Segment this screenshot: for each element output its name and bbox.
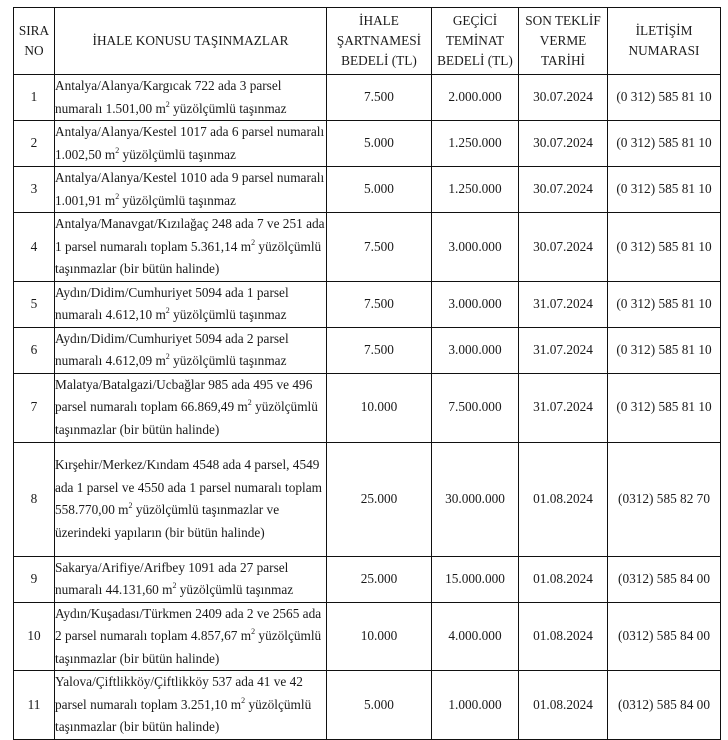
description-text: Antalya/Alanya/Kargıcak 722 ada 3 parsel numaralı 1.501,00 m — [55, 78, 282, 116]
table-row — [14, 442, 721, 556]
specification-fee: 7.500 — [327, 281, 432, 327]
description-text: Aydın/Didim/Cumhuriyet 5094 ada 2 parsel numaralı 4.612,09 m — [55, 330, 289, 368]
contact-number: (0 312) 585 81 10 — [608, 281, 721, 327]
header-row — [14, 8, 721, 75]
bid-deadline: 31.07.2024 — [519, 281, 608, 327]
row-number: 3 — [14, 167, 55, 213]
property-description — [55, 602, 327, 671]
contact-number: (0 312) 585 81 10 — [608, 213, 721, 282]
property-description — [55, 167, 327, 213]
header-iletisim-line2: NUMARASI — [628, 43, 700, 58]
property-description — [55, 556, 327, 602]
provisional-guarantee: 30.000.000 — [432, 442, 519, 556]
description-text: Aydın/Kuşadası/Türkmen 2409 ada 2 ve 2565 ada 2 parsel numaralı toplam 4.857,67 m — [55, 605, 322, 643]
bid-deadline: 30.07.2024 — [519, 75, 608, 121]
contact-number: (0 312) 585 81 10 — [608, 373, 721, 442]
bid-deadline: 31.07.2024 — [519, 327, 608, 373]
table-header — [14, 8, 721, 75]
superscript: 2 — [165, 352, 170, 361]
provisional-guarantee: 1.250.000 — [432, 121, 519, 167]
bid-deadline: 30.07.2024 — [519, 213, 608, 282]
specification-fee: 10.000 — [327, 602, 432, 671]
row-number: 7 — [14, 373, 55, 442]
property-description — [55, 671, 327, 740]
specification-fee: 7.500 — [327, 327, 432, 373]
header-teminat-line3: BEDELİ (TL) — [437, 53, 513, 68]
description-text: Antalya/Alanya/Kestel 1017 ada 6 parsel numaralı 1.002,50 m — [55, 124, 325, 162]
header-iletisim-line1: İLETİŞİM — [635, 23, 693, 38]
specification-fee: 5.000 — [327, 671, 432, 740]
header-konu — [55, 8, 327, 75]
superscript: 2 — [172, 581, 177, 590]
tender-table — [13, 7, 721, 740]
description-text-end: yüzölçümlü taşınmazlar (bir bütün halinde) — [55, 628, 322, 666]
description-text: Sakarya/Arifiye/Arifbey 1091 ada 27 parsel numaralı 44.131,60 m — [55, 559, 289, 597]
contact-number: (0 312) 585 81 10 — [608, 167, 721, 213]
table-row — [14, 556, 721, 602]
row-number: 10 — [14, 602, 55, 671]
contact-number: (0312) 585 84 00 — [608, 602, 721, 671]
superscript: 2 — [165, 306, 170, 315]
table-body — [14, 75, 721, 740]
description-text-end: yüzölçümlü taşınmazlar ve üzerindeki yapıların (bir bütün halinde) — [55, 502, 280, 540]
header-teminat-line2: TEMİNAT — [445, 33, 505, 48]
specification-fee: 7.500 — [327, 213, 432, 282]
row-number: 6 — [14, 327, 55, 373]
provisional-guarantee: 15.000.000 — [432, 556, 519, 602]
table-row — [14, 167, 721, 213]
row-number: 5 — [14, 281, 55, 327]
header-son-teklif-tarihi — [519, 8, 608, 75]
header-teminat-line1: GEÇİCİ — [452, 13, 498, 28]
contact-number: (0 312) 585 81 10 — [608, 75, 721, 121]
description-text-end: yüzölçümlü taşınmaz — [169, 100, 287, 116]
superscript: 2 — [128, 501, 133, 510]
header-teminat-bedeli — [432, 8, 519, 75]
superscript: 2 — [165, 99, 170, 109]
bid-deadline: 01.08.2024 — [519, 556, 608, 602]
table-row — [14, 75, 721, 121]
property-description — [55, 442, 327, 556]
property-description — [55, 121, 327, 167]
contact-number: (0312) 585 82 70 — [608, 442, 721, 556]
property-description — [55, 373, 327, 442]
property-description — [55, 327, 327, 373]
bid-deadline: 30.07.2024 — [519, 167, 608, 213]
superscript: 2 — [247, 398, 252, 408]
property-description — [55, 281, 327, 327]
header-konu-text: İHALE KONUSU TAŞINMAZLAR — [92, 33, 289, 48]
provisional-guarantee: 1.000.000 — [432, 671, 519, 740]
provisional-guarantee: 2.000.000 — [432, 75, 519, 121]
contact-number: (0 312) 585 81 10 — [608, 327, 721, 373]
superscript: 2 — [115, 145, 120, 155]
provisional-guarantee: 3.000.000 — [432, 327, 519, 373]
row-number: 8 — [14, 442, 55, 556]
header-tarih-line1: SON TEKLİF — [525, 13, 601, 28]
row-number: 1 — [14, 75, 55, 121]
header-sira-no-line1: SIRA — [18, 23, 50, 38]
bid-deadline: 01.08.2024 — [519, 671, 608, 740]
bid-deadline: 01.08.2024 — [519, 442, 608, 556]
row-number: 4 — [14, 213, 55, 282]
table-row — [14, 281, 721, 327]
contact-number: (0312) 585 84 00 — [608, 556, 721, 602]
table-row — [14, 602, 721, 671]
header-tarih-line3: TARİHİ — [541, 53, 585, 68]
contact-number: (0 312) 585 81 10 — [608, 121, 721, 167]
header-iletisim-numarasi — [608, 8, 721, 75]
provisional-guarantee: 3.000.000 — [432, 281, 519, 327]
table-row — [14, 213, 721, 282]
description-text: Yalova/Çiftlikköy/Çiftlikköy 537 ada 41 ve 42 parsel numaralı toplam 3.251,10 m — [55, 674, 303, 712]
provisional-guarantee: 3.000.000 — [432, 213, 519, 282]
bid-deadline: 01.08.2024 — [519, 602, 608, 671]
description-text: Malatya/Batalgazi/Ucbağlar 985 ada 495 ve 496 parsel numaralı toplam 66.869,49 m — [55, 376, 313, 415]
row-number: 11 — [14, 671, 55, 740]
contact-number: (0312) 585 84 00 — [608, 671, 721, 740]
superscript: 2 — [241, 695, 246, 705]
superscript: 2 — [251, 627, 256, 636]
description-text-end: yüzölçümlü taşınmaz — [119, 192, 236, 208]
description-text-end: yüzölçümlü taşınmaz — [169, 307, 287, 322]
description-text: Aydın/Didim/Cumhuriyet 5094 ada 1 parsel numaralı 4.612,10 m — [55, 284, 289, 322]
specification-fee: 25.000 — [327, 556, 432, 602]
table-row — [14, 373, 721, 442]
specification-fee: 10.000 — [327, 373, 432, 442]
table-row — [14, 121, 721, 167]
description-text-end: yüzölçümlü taşınmazlar (bir bütün halinde) — [55, 238, 322, 276]
row-number: 2 — [14, 121, 55, 167]
table-row — [14, 671, 721, 740]
provisional-guarantee: 4.000.000 — [432, 602, 519, 671]
table-row — [14, 327, 721, 373]
bid-deadline: 31.07.2024 — [519, 373, 608, 442]
description-text-end: yüzölçümlü taşınmazlar (bir bütün halinde) — [55, 696, 312, 734]
superscript: 2 — [115, 191, 120, 201]
specification-fee: 5.000 — [327, 167, 432, 213]
property-description — [55, 213, 327, 282]
provisional-guarantee: 7.500.000 — [432, 373, 519, 442]
description-text: Antalya/Manavgat/Kızılağaç 248 ada 7 ve 251 ada 1 parsel numaralı toplam 5.361,14 m — [55, 216, 325, 254]
description-text-end: yüzölçümlü taşınmazlar (bir bütün halinde) — [55, 399, 318, 437]
row-number: 9 — [14, 556, 55, 602]
bid-deadline: 30.07.2024 — [519, 121, 608, 167]
specification-fee: 5.000 — [327, 121, 432, 167]
description-text: Antalya/Alanya/Kestel 1010 ada 9 parsel numaralı 1.001,91 m — [55, 170, 325, 208]
header-sartname-line3: BEDELİ (TL) — [341, 53, 417, 68]
header-tarih-line2: VERME — [539, 33, 587, 48]
header-sartname-bedeli — [327, 8, 432, 75]
description-text-end: yüzölçümlü taşınmaz — [176, 582, 294, 597]
provisional-guarantee: 1.250.000 — [432, 167, 519, 213]
description-text-end: yüzölçümlü taşınmaz — [119, 146, 236, 162]
specification-fee: 25.000 — [327, 442, 432, 556]
header-sira-no-line2: NO — [24, 43, 44, 58]
header-sira-no — [14, 8, 55, 75]
superscript: 2 — [251, 237, 256, 247]
header-sartname-line1: İHALE — [359, 13, 399, 28]
specification-fee: 7.500 — [327, 75, 432, 121]
description-text-end: yüzölçümlü taşınmaz — [169, 353, 287, 368]
property-description — [55, 75, 327, 121]
description-text: Kırşehir/Merkez/Kındam 4548 ada 4 parsel, 4549 ada 1 parsel ve 4550 ada 1 parsel numaralı toplam 558.770,00 m — [55, 457, 322, 517]
header-sartname-line2: ŞARTNAMESİ — [336, 33, 422, 48]
